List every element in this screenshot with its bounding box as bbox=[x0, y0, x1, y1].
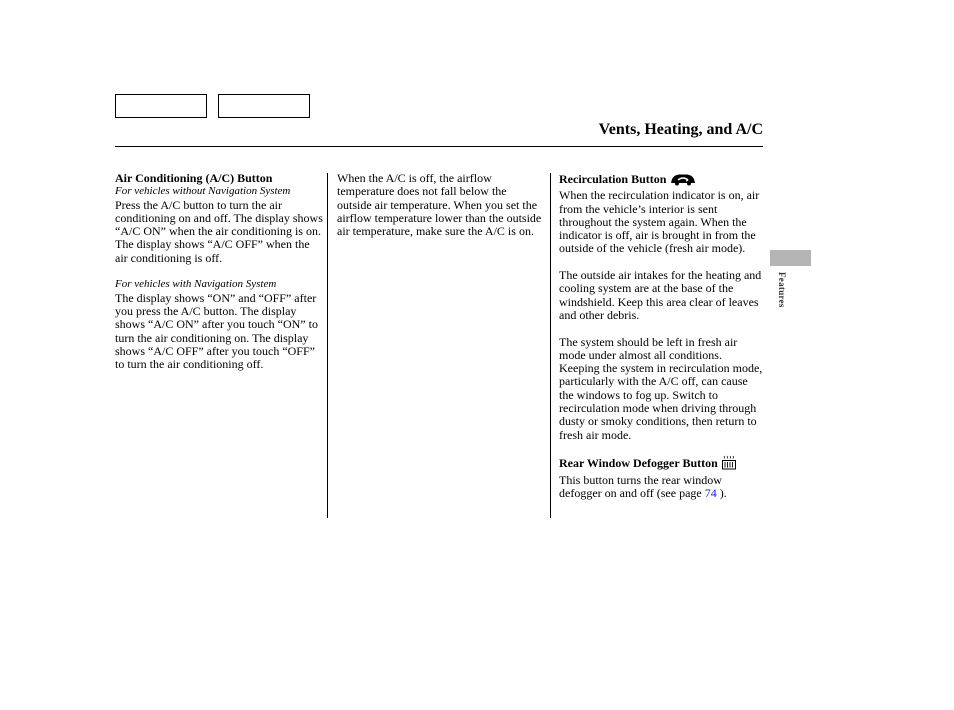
defogger-text-after: ). bbox=[716, 485, 727, 500]
column-divider-2 bbox=[550, 173, 551, 518]
page-title: Vents, Heating, and A/C bbox=[598, 121, 763, 138]
column-2 bbox=[337, 172, 543, 238]
recirculation-car-icon bbox=[669, 172, 697, 189]
nav-subheading: For vehicles with Navigation System bbox=[115, 278, 277, 291]
recirculation-heading-line bbox=[559, 172, 764, 189]
no-nav-subheading: For vehicles without Navigation System bbox=[115, 185, 291, 198]
recirculation-paragraph-3: The system should be left in fresh air mode under almost all conditions. Keeping the system in recirculation mode, particularly with the A/C off, can cause the windows to fog up. Switch to recirculation mode when driving through dusty or smoky conditions, then return to fresh air mode. bbox=[559, 334, 763, 442]
nav-paragraph: The display shows “ON” and “OFF” after you press the A/C button. The display shows “A/C ON” after you touch “ON” to turn the air conditioning on. The display shows “A/C OFF” after you touch “OFF” to turn the air conditioning off. bbox=[115, 290, 318, 372]
rear-defogger-icon bbox=[721, 455, 737, 473]
features-section-tab[interactable] bbox=[770, 250, 811, 266]
recirculation-heading: Recirculation Button bbox=[559, 172, 667, 186]
defogger-paragraph bbox=[559, 474, 764, 501]
main-menu-button[interactable] bbox=[115, 94, 207, 118]
page-74-link[interactable]: 74 bbox=[704, 485, 717, 500]
defogger-heading: Rear Window Defogger Button bbox=[559, 456, 718, 471]
defogger-text-before: This button turns the rear window defogger on and off (see page bbox=[559, 472, 722, 500]
features-tab-label: Features bbox=[777, 272, 787, 308]
recirculation-paragraph-2: The outside air intakes for the heating and cooling system are at the base of the windshield. Keep this area clear of leaves and other debris. bbox=[559, 268, 762, 322]
no-nav-paragraph: Press the A/C button to turn the air conditioning on and off. The display shows “A/C ON” when the air conditioning is on. The display shows “A/C OFF” when the air conditioning is off. bbox=[115, 197, 323, 265]
title-divider bbox=[115, 146, 763, 147]
index-button[interactable] bbox=[218, 94, 310, 118]
defogger-heading-line bbox=[559, 455, 764, 473]
recirculation-paragraph-1: When the recirculation indicator is on, air from the vehicle’s interior is sent throughout the system again. When the indicator is off, air is brought in from the outside of the vehicle (fresh air mode). bbox=[559, 188, 760, 256]
ac-button-heading: Air Conditioning (A/C) Button bbox=[115, 171, 273, 185]
column-3 bbox=[559, 172, 764, 500]
column-divider-1 bbox=[327, 173, 328, 518]
ac-off-paragraph: When the A/C is off, the airflow temperature does not fall below the outside air temperature. When you set the airflow temperature lower than the outside air temperature, make sure the A/C is on. bbox=[337, 171, 542, 239]
column-1 bbox=[115, 172, 325, 371]
